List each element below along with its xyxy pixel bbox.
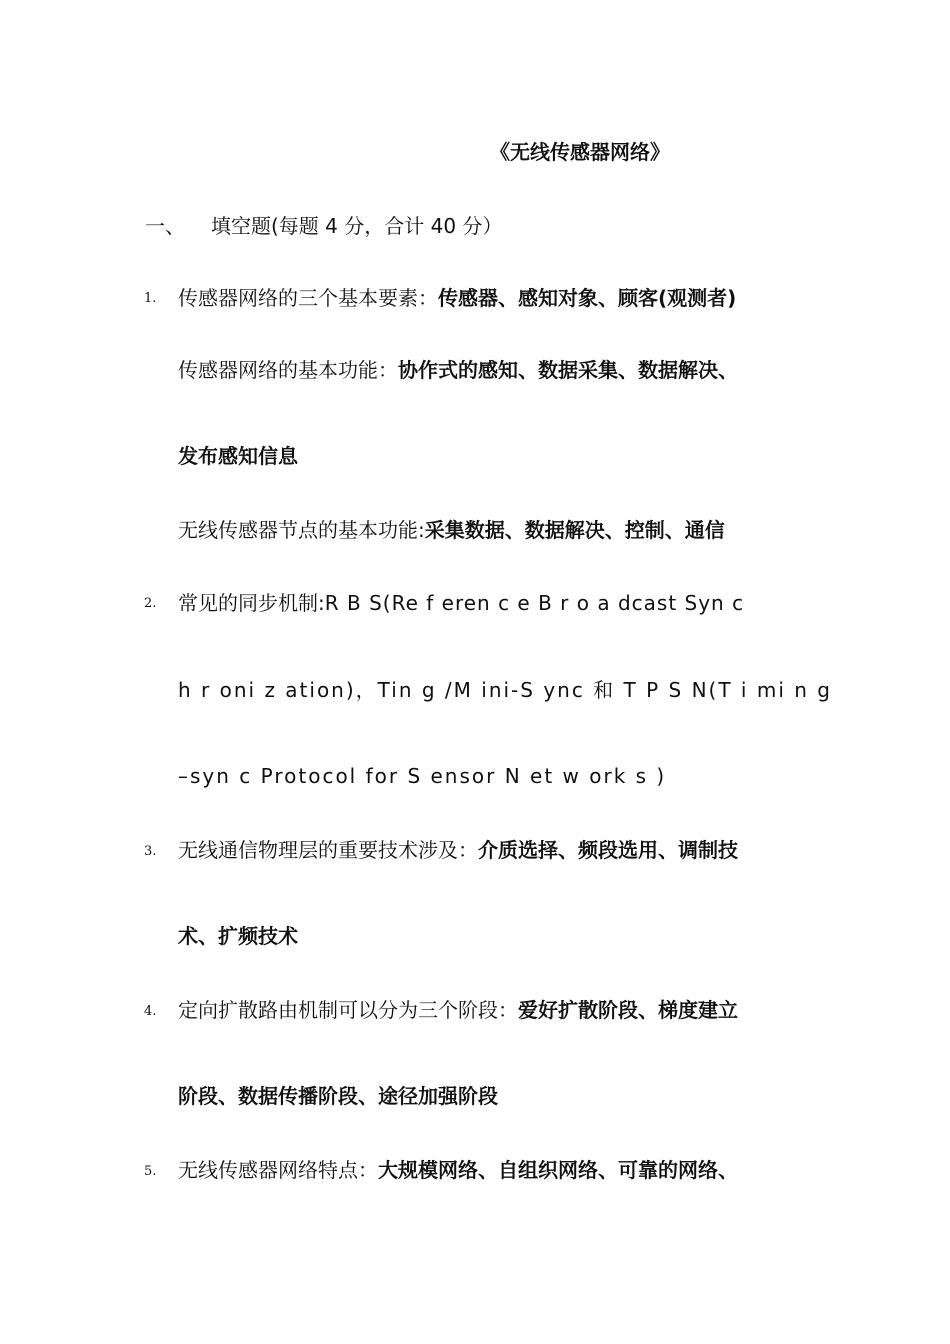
line-answer: 采集数据、数据解决、控制、通信: [424, 518, 725, 542]
item-number: 2.: [144, 596, 157, 611]
line-text: 无线传感器节点的基本功能:: [178, 518, 425, 542]
line-answer: R B S(Re f eren c e B r o a dcast Syn c: [324, 591, 745, 615]
item-number: 1.: [144, 291, 157, 306]
line-text: 定向扩散路由机制可以分为三个阶段：: [178, 998, 518, 1022]
item-line: [178, 1156, 738, 1184]
line-answer: 爱好扩散阶段、梯度建立: [518, 998, 738, 1022]
item-line: [178, 676, 832, 704]
line-answer: 传感器、感知对象、顾客(观测者): [438, 286, 737, 310]
section-label: 填空题(每题 4 分，合计 40 分）: [211, 214, 503, 238]
item-number: 4.: [144, 1004, 157, 1019]
line-answer: 术、扩频技术: [178, 924, 298, 948]
line-answer: h r oni z ation)，Tin g /M ini-S ync 和 T P S N(T i mi n g: [178, 678, 832, 702]
line-answer: 大规模网络、自组织网络、可靠的网络、: [378, 1158, 738, 1182]
item-number: 5.: [144, 1164, 157, 1179]
line-text: 常见的同步机制:: [178, 591, 325, 615]
item-line: [178, 356, 738, 384]
line-answer: 阶段、数据传播阶段、途径加强阶段: [178, 1084, 498, 1108]
line-text: 无线传感器网络特点：: [178, 1158, 378, 1182]
line-answer: 介质选择、频段选用、调制技: [478, 838, 738, 862]
item-line: [178, 516, 725, 544]
line-text: 无线通信物理层的重要技术涉及：: [178, 838, 478, 862]
section-number: 一、: [145, 214, 185, 238]
item-line: [178, 922, 298, 950]
document-title: 《无线传感器网络》: [490, 140, 670, 164]
item-line: [178, 1082, 498, 1110]
item-line: [178, 762, 666, 790]
item-line: [178, 442, 298, 470]
item-line: [178, 284, 736, 312]
item-line: [178, 589, 744, 617]
line-text: 传感器网络的三个基本要素：: [178, 286, 438, 310]
section-heading: [145, 210, 502, 239]
item-line: [178, 836, 738, 864]
line-answer: –syn c Protocol for S ensor N et w ork s ): [178, 764, 667, 788]
item-line: [178, 996, 738, 1024]
line-answer: 发布感知信息: [178, 444, 298, 468]
item-number: 3.: [144, 844, 157, 859]
line-answer: 协作式的感知、数据采集、数据解决、: [398, 358, 738, 382]
line-text: 传感器网络的基本功能：: [178, 358, 398, 382]
